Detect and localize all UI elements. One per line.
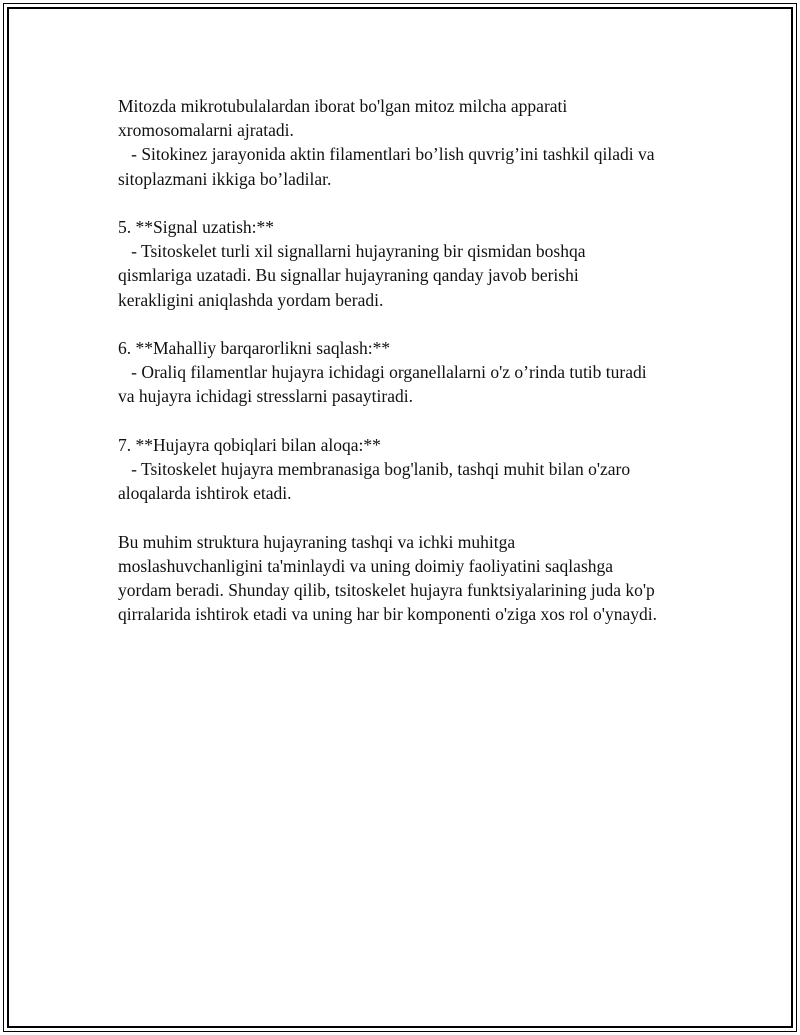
paragraph-gap — [118, 409, 718, 433]
text-line: qirralarida ishtirok etadi va uning har bir komponenti o'ziga xos rol o'ynaydi. — [118, 604, 657, 625]
section-heading: 6. **Mahalliy barqarorlikni saqlash:** — [118, 338, 391, 358]
text-line: Mitozda mikrotubulalardan iborat bo'lgan mitoz milcha apparati — [118, 96, 568, 116]
section-heading: 5. **Signal uzatish:** — [118, 217, 275, 237]
section-mahalliy-barqarorlik — [118, 336, 718, 409]
conclusion-paragraph — [118, 530, 718, 627]
paragraph-gap — [118, 312, 718, 336]
section-hujayra-qobiqlari — [118, 433, 718, 506]
text-line: - Oraliq filamentlar hujayra ichidagi organellalarni o'z o’rinda tutib turadi — [118, 362, 647, 383]
text-line: kerakligini aniqlashda yordam beradi. — [118, 289, 384, 310]
text-line: yordam beradi. Shunday qilib, tsitoskelet hujayra funktsiyalarining juda ko'p — [118, 580, 655, 600]
text-line: aloqalarda ishtirok etadi. — [118, 483, 292, 504]
text-line: moslashuvchanligini ta'minlaydi va uning doimiy faoliyatini saqlashga — [118, 555, 614, 576]
text-line: - Sitokinez jarayonida aktin filamentlari bo’lish quvrig’ini tashkil qiladi va — [118, 144, 655, 165]
text-line: - Tsitoskelet hujayra membranasiga bog'lanib, tashqi muhit bilan o'zaro — [118, 459, 631, 479]
intro-paragraph — [118, 94, 718, 191]
text-line: - Tsitoskelet turli xil signallarni hujayraning bir qismidan boshqa — [118, 241, 586, 262]
document-body — [118, 94, 718, 626]
section-signal-uzatish — [118, 215, 718, 312]
text-line: Bu muhim struktura hujayraning tashqi va ichki muhitga — [118, 531, 516, 552]
text-line: va hujayra ichidagi stresslarni pasaytiradi. — [118, 386, 413, 407]
section-heading: 7. **Hujayra qobiqlari bilan aloqa:** — [118, 434, 381, 455]
text-line: sitoplazmani ikkiga bo’ladilar. — [118, 168, 332, 189]
paragraph-gap — [118, 505, 718, 529]
text-line: xromosomalarni ajratadi. — [118, 120, 294, 141]
paragraph-gap — [118, 191, 718, 215]
text-line: qismlariga uzatadi. Bu signallar hujayraning qanday javob berishi — [118, 265, 579, 286]
